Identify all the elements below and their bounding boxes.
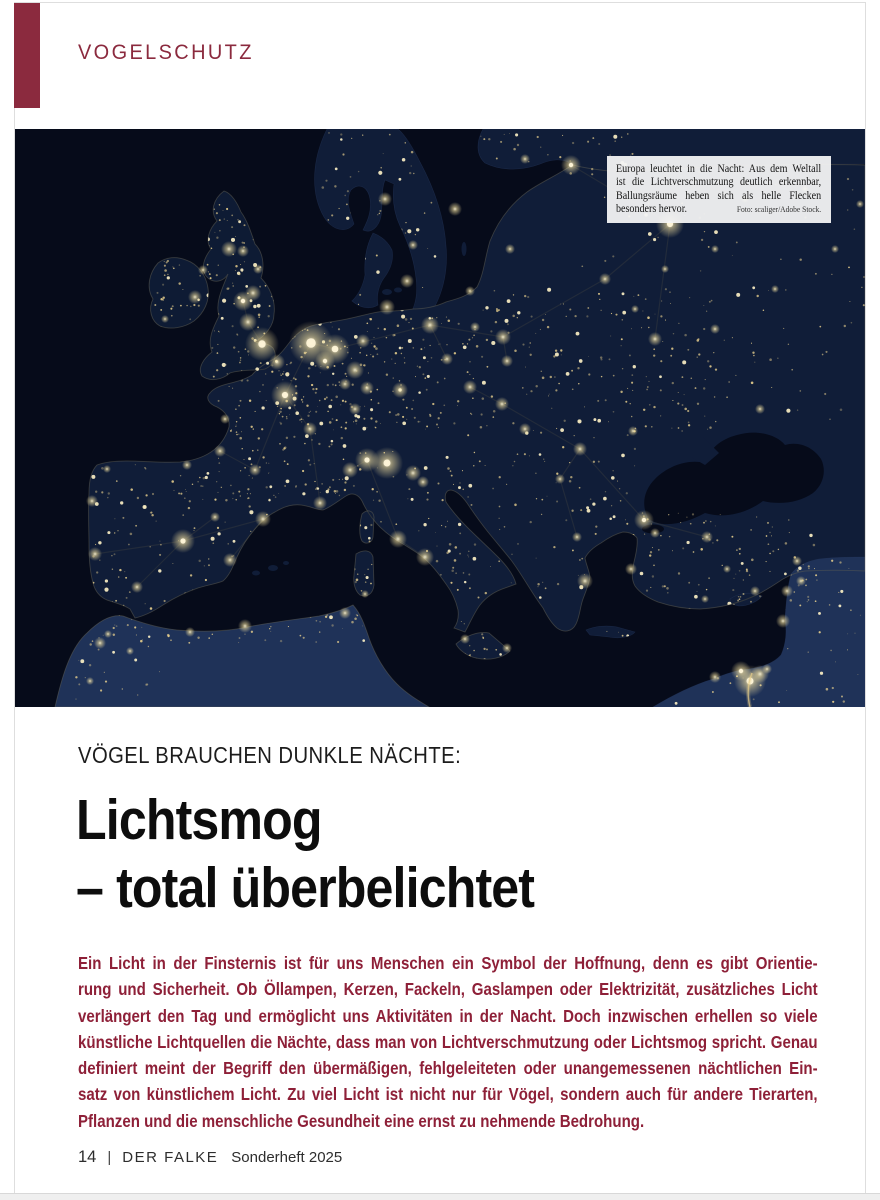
page-edge-right (865, 2, 866, 1193)
section-accent-bar (14, 3, 40, 108)
lead-line: definiert meint der Begriff den übermäßigen, fehlgeleiteten oder unangemessenen nächtlichen Ein- (78, 1058, 818, 1079)
caption-line: Ballungsräume heben sich als helle Flecken (616, 189, 822, 202)
caption-line: Europa leuchtet in die Nacht: Aus dem Weltall (616, 163, 822, 175)
lead-line: Ein Licht in der Finsternis ist für uns Menschen ein Symbol der Hoffnung, denn es gibt Orientie- (78, 953, 818, 973)
headline-line-1: Lichtsmog (76, 788, 322, 852)
issue-name: Sonderheft 2025 (231, 1149, 343, 1166)
page-edge-top (14, 2, 866, 3)
page-number: 14 (78, 1148, 97, 1166)
footer-separator: | (107, 1149, 112, 1166)
section-label: VOGELSCHUTZ (78, 41, 254, 64)
caption-last-line (616, 203, 821, 216)
photo-credit: Foto: scaliger/Adobe Stock. (736, 205, 822, 215)
lead-line: Pflanzen und die menschliche Gesundheit eine ernst zu nehmende Bedrohung. (78, 1110, 645, 1131)
page-footer (78, 1148, 342, 1167)
magazine-name: DER FALKE (122, 1149, 219, 1166)
lead-line: rung und Sicherheit. Ob Öllampen, Kerzen, Fackeln, Gaslampen oder Elektrizität, zusätzliches Licht (78, 979, 818, 1000)
headline (76, 786, 534, 922)
lead-line: verlängert den Tag und ermöglicht uns Aktivitäten in der Nacht. Doch inzwischen erhellen so viele (78, 1005, 818, 1026)
lead-line: satz von künstlichem Licht. Zu viel Licht ist nicht nur für Vögel, sondern auch für andere Tierarten, (78, 1084, 818, 1105)
caption-line: ist die Lichtverschmutzung deutlich erkennbar, (616, 176, 822, 189)
caption-text: besonders hervor. (616, 203, 688, 216)
headline-line-2: – total überbelichtet (76, 856, 535, 920)
image-caption (607, 156, 831, 223)
hero-image (15, 129, 865, 707)
kicker: VÖGEL BRAUCHEN DUNKLE NÄCHTE: (78, 742, 462, 768)
lead-line: künstliche Lichtquellen die Nächte, dass man von Lichtverschmutzung oder Lichtsmog spricht. Genau (78, 1031, 818, 1052)
page-edge-bottom (0, 1193, 880, 1200)
lead-paragraph (78, 950, 818, 1134)
